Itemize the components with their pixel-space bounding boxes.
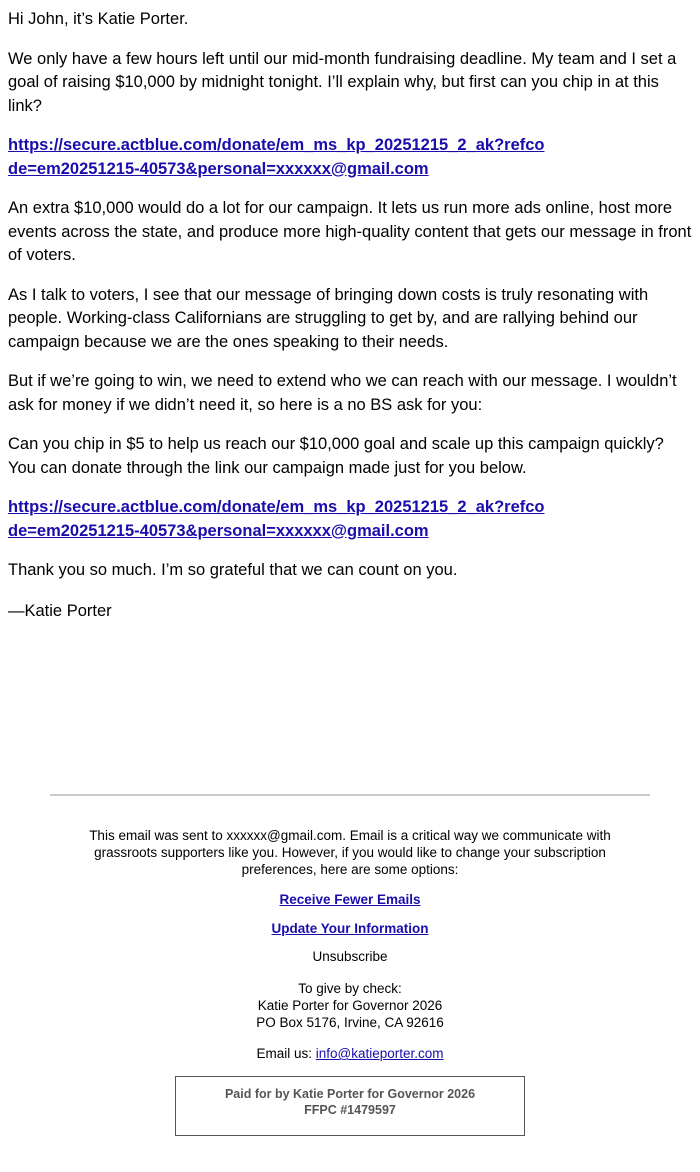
signature: —Katie Porter <box>8 601 112 620</box>
check-address: PO Box 5176, Irvine, CA 92616 <box>256 1015 444 1030</box>
intro-paragraph: We only have a few hours left until our mid-month fundraising deadline. My team and I set a goal of raising $10,000 by midnight tonight. I’ll explain why, but first can you chip in at this link? <box>8 49 677 115</box>
receive-fewer-emails-link[interactable]: Receive Fewer Emails <box>279 892 421 907</box>
greeting: Hi John, it’s Katie Porter. <box>8 10 189 28</box>
check-organization: Katie Porter for Governor 2026 <box>257 998 443 1013</box>
paid-for-disclaimer <box>175 1076 525 1136</box>
ffpc-number: FFPC #1479597 <box>304 1103 396 1117</box>
check-heading: To give by check: <box>298 981 402 996</box>
email-us-line <box>50 1045 650 1062</box>
unsubscribe-link[interactable]: Unsubscribe <box>312 949 388 964</box>
email-us-label: Email us: <box>256 1046 312 1061</box>
email-footer <box>50 794 650 1136</box>
donate-link-paragraph-1 <box>8 134 692 181</box>
donate-link-1[interactable]: https://secure.actblue.com/donate/em_ms_kp_20251215_2_ak?refcode=em20251215-40573&personal=xxxxxx@gmail.com <box>8 136 545 178</box>
footer-notice: This email was sent to xxxxxx@gmail.com. Email is a critical way we communicate with grassroots supporters like you. However, if you would like to change your subscription preferences, here are some options: <box>89 828 611 877</box>
chip-in-paragraph: Can you chip in $5 to help us reach our $10,000 goal and scale up this campaign quickly? You can donate through the link our campaign made just for you below. <box>8 435 664 477</box>
impact-paragraph: An extra $10,000 would do a lot for our campaign. It lets us run more ads online, host more events across the state, and produce more high-quality content that gets our message in front of voters. <box>8 199 692 264</box>
voters-paragraph: As I talk to voters, I see that our message of bringing down costs is truly resonating with people. Working-class Californians are struggling to get by, and are rallying behind our campaign because we are the ones speaking to their needs. <box>8 285 649 351</box>
donate-link-2[interactable]: https://secure.actblue.com/donate/em_ms_kp_20251215_2_ak?refcode=em20251215-40573&personal=xxxxxx@gmail.com <box>8 498 545 540</box>
thanks-paragraph: Thank you so much. I’m so grateful that we can count on you. <box>8 561 458 579</box>
update-information-link[interactable]: Update Your Information <box>271 921 429 936</box>
paid-for-line: Paid for by Katie Porter for Governor 2026 <box>224 1087 476 1101</box>
email-us-link[interactable]: info@katieporter.com <box>315 1046 444 1061</box>
donate-link-paragraph-2 <box>8 496 692 543</box>
ask-paragraph: But if we’re going to win, we need to extend who we can reach with our message. I wouldn’t ask for money if we didn’t need it, so here is a no BS ask for you: <box>8 372 677 414</box>
